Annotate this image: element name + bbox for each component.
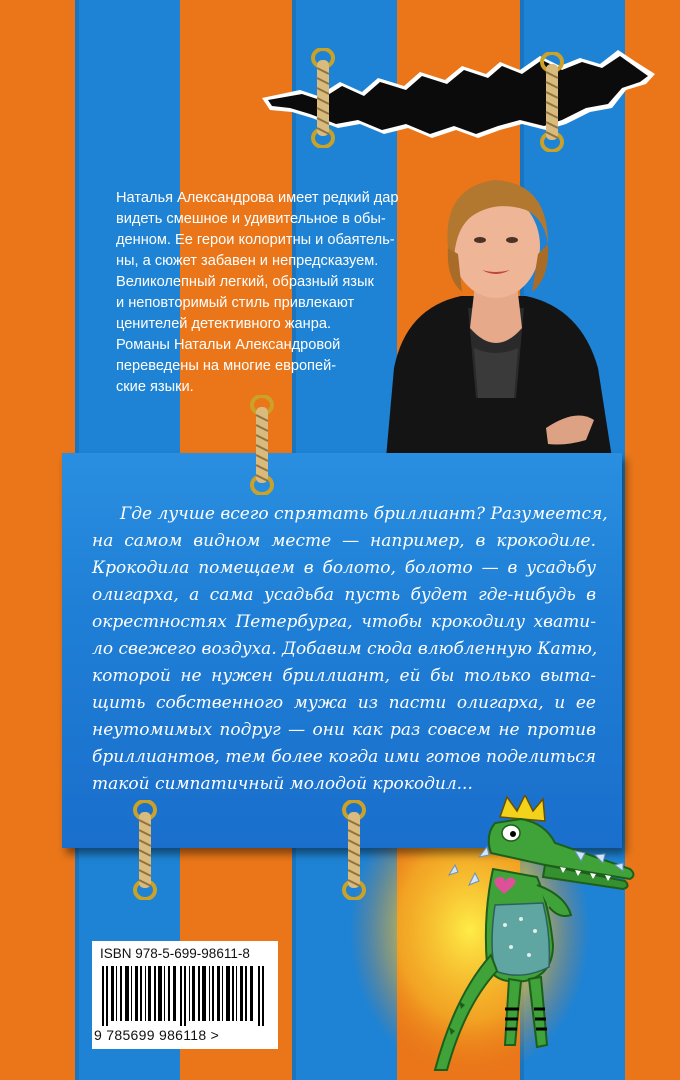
author-blurb-line: переведены на многие европей-: [116, 358, 337, 374]
annotation-line: которой не нужен бриллиант, ей бы только выта-: [92, 666, 596, 686]
annotation-line: окрестностях Петербурга, чтобы крокодилу хвати-: [92, 612, 596, 632]
author-blurb-line: ские языки.: [116, 379, 194, 395]
author-blurb-line: ценителей детективного жанра.: [116, 316, 332, 332]
author-blurb-line: Великолепный легкий, образный язык: [116, 274, 374, 290]
crocodile-illustration: [425, 795, 640, 1075]
author-blurb-line: видеть смешное и удивительное в обы-: [116, 211, 386, 227]
isbn-label: ISBN 978-5-699-98611-8: [100, 946, 250, 961]
annotation-line: неутомимых подруг — они как раз совсем не против: [92, 720, 596, 740]
rope-icon: [306, 48, 340, 148]
annotation-text: [92, 501, 608, 798]
annotation-panel: [62, 453, 622, 848]
author-blurb-line: денном. Ее герои колоритны и обаятель-: [116, 232, 395, 248]
rope-icon: [245, 395, 279, 495]
author-blurb-line: Романы Натальи Александровой: [116, 337, 341, 353]
annotation-line: бриллиантов, тем более когда ими готов поделиться: [92, 747, 596, 767]
isbn-digits: 9 785699 986118 >: [94, 1027, 220, 1043]
rope-icon: [128, 800, 162, 900]
annotation-line: Крокодила помещаем в болото, болото — в усадьбу: [92, 558, 596, 578]
author-blurb: [116, 188, 446, 398]
annotation-line: Где лучше всего спрятать бриллиант? Разумеется,: [120, 504, 608, 524]
annotation-line: ло свежего воздуха. Добавим сюда влюбленную Катю,: [92, 639, 598, 659]
author-blurb-line: и неповторимый стиль привлекают: [116, 295, 355, 311]
torn-paper-hole: [0, 0, 680, 160]
rope-icon: [337, 800, 371, 900]
barcode: [102, 966, 268, 1026]
annotation-line: на самом видном месте — например, в крокодиле.: [92, 531, 596, 551]
annotation-line: такой симпатичный молодой крокодил...: [92, 774, 473, 794]
isbn-block: [92, 941, 278, 1049]
rope-icon: [535, 52, 569, 152]
author-blurb-line: Наталья Александрова имеет редкий дар: [116, 190, 399, 206]
annotation-line: олигарха, а сама усадьба пусть будет где-нибудь в: [92, 585, 596, 605]
author-blurb-line: ны, а сюжет забавен и непредсказуем.: [116, 253, 379, 269]
annotation-line: щить собственного мужа из пасти олигарха, и ее: [92, 693, 596, 713]
